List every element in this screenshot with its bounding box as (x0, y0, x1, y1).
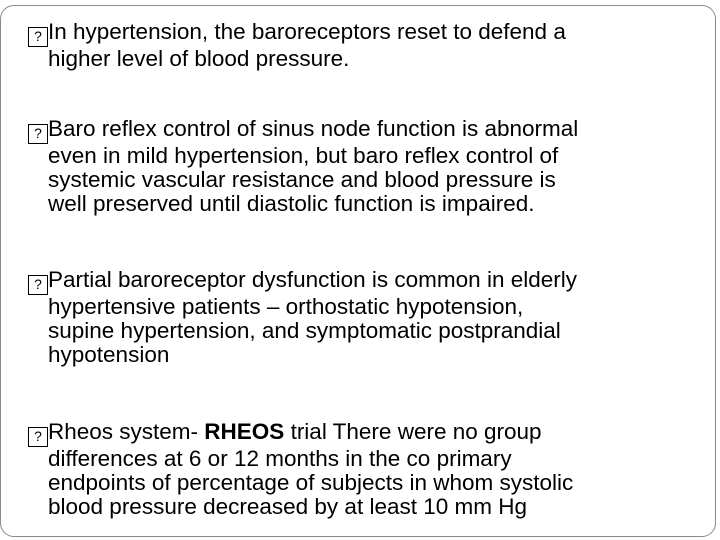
bullet-line: higher level of blood pressure. (48, 46, 350, 71)
bullet-item-3 (28, 268, 688, 367)
bullet-text: Rheos system- (48, 419, 205, 444)
bullet-item-4 (28, 420, 688, 519)
bullet-line (28, 268, 688, 295)
missing-glyph-icon: ? (28, 124, 48, 144)
bullet-item-2 (28, 117, 688, 216)
bullet-line: differences at 6 or 12 months in the co primary (48, 446, 512, 471)
bullet-bold-text: RHEOS (204, 419, 285, 444)
missing-glyph-icon: ? (28, 275, 48, 295)
bullet-line (28, 420, 688, 447)
bullet-line: even in mild hypertension, but baro reflex control of (48, 143, 559, 168)
bullet-line: well preserved until diastolic function is impaired. (48, 191, 535, 216)
missing-glyph-icon: ? (28, 27, 48, 47)
bullet-line: hypertensive patients – orthostatic hypotension, (48, 294, 524, 319)
bullet-line: endpoints of percentage of subjects in whom systolic (48, 470, 574, 495)
bullet-text: trial There were no group (284, 419, 542, 444)
bullet-line: hypotension (48, 342, 170, 367)
bullet-item-1 (28, 20, 688, 71)
bullet-line (28, 117, 688, 144)
bullet-text: Partial baroreceptor dysfunction is common in elderly (48, 267, 577, 292)
bullet-line: blood pressure decreased by at least 10 mm Hg (48, 494, 528, 519)
bullet-line (28, 20, 688, 47)
bullet-line: supine hypertension, and symptomatic postprandial (48, 318, 561, 343)
bullet-line: systemic vascular resistance and blood pressure is (48, 167, 556, 192)
bullet-text: In hypertension, the baroreceptors reset to defend a (48, 19, 566, 44)
bullet-text: Baro reflex control of sinus node function is abnormal (48, 116, 579, 141)
missing-glyph-icon: ? (28, 427, 48, 447)
